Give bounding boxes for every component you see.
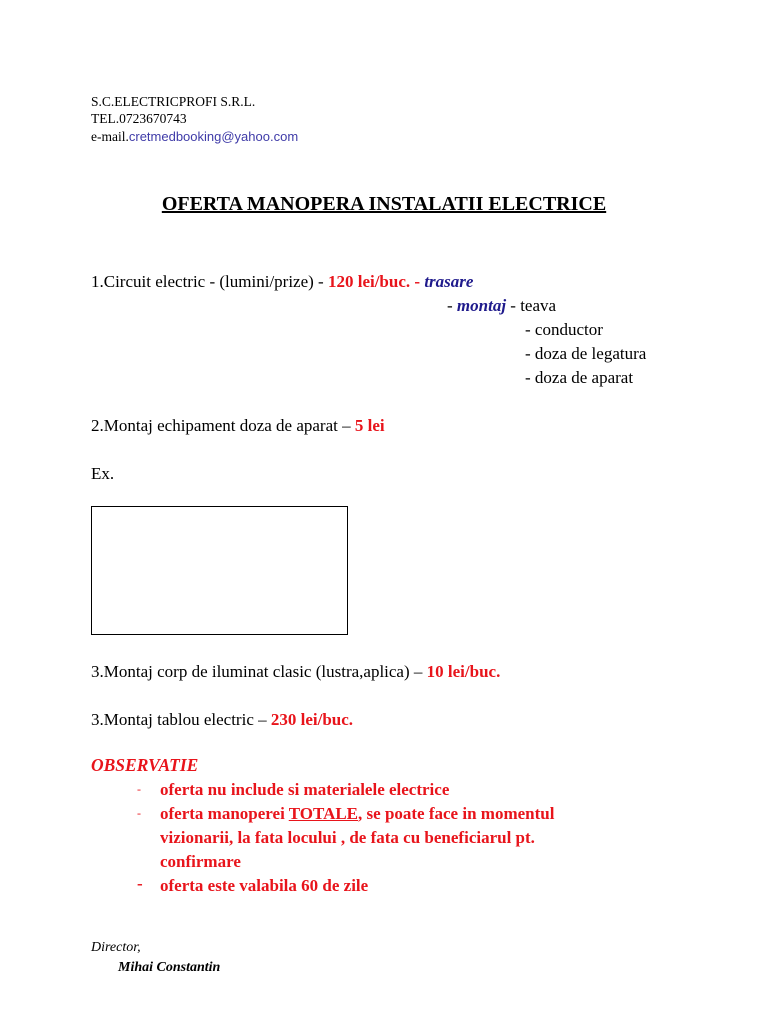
observatie-bullet-2-line-2: vizionarii, la fata locului , de fata cu beneficiarul pt.	[160, 828, 535, 847]
bullet-2-post: , se poate face in momentul	[358, 804, 555, 823]
item-1-subitem: - doza de aparat	[525, 368, 634, 387]
item-4-label: 3.Montaj tablou electric –	[91, 710, 271, 729]
item-1-subitem: - doza de legatura	[525, 344, 647, 363]
company-phone: TEL.0723670743	[91, 111, 187, 126]
observatie-bullet-3: oferta este valabila 60 de zile	[160, 876, 369, 895]
item-1-label: 1.Circuit electric - (lumini/prize) -	[91, 272, 328, 291]
bullet-dash: -	[137, 806, 141, 820]
bullet-dash: -	[137, 782, 141, 796]
item-2-price: 5 lei	[354, 416, 385, 435]
signature-name: Mihai Constantin	[118, 960, 221, 975]
company-name: S.C.ELECTRICPROFI S.R.L.	[91, 94, 256, 109]
email-prefix: e-mail.	[91, 129, 129, 144]
email-link[interactable]: cretmedbooking@yahoo.com	[128, 129, 299, 144]
observatie-bullet-2-line-3: confirmare	[160, 852, 241, 871]
montaj-teava: - teava	[506, 296, 557, 315]
company-email-line	[91, 128, 298, 146]
observatie-bullet-1: oferta nu include si materialele electrice	[160, 780, 450, 799]
item-2-label: 2.Montaj echipament doza de aparat –	[91, 416, 355, 435]
item-2-line	[91, 414, 385, 438]
item-1-dash: -	[410, 272, 425, 291]
item-1-price: 120 lei/buc.	[327, 272, 411, 291]
item-1-trasare: trasare	[424, 272, 474, 291]
observatie-title: OBSERVATIE	[91, 755, 199, 775]
bullet-2-totale: TOTALE	[288, 804, 359, 823]
item-1-line	[91, 270, 473, 294]
document-title: OFERTA MANOPERA INSTALATII ELECTRICE	[161, 193, 607, 215]
item-1-montaj: montaj	[456, 296, 507, 315]
item-3-label: 3.Montaj corp de iluminat clasic (lustra,aplica) –	[91, 662, 427, 681]
item-1-montaj-line	[447, 294, 556, 318]
item-1-subitem: - conductor	[525, 320, 603, 339]
item-3-line	[91, 660, 500, 684]
observatie-bullet-2	[160, 802, 554, 826]
signature-role: Director,	[91, 940, 141, 955]
bullet-dash: -	[137, 874, 143, 893]
montaj-dash: -	[447, 296, 457, 315]
example-image-box	[91, 506, 348, 635]
item-4-price: 230 lei/buc.	[270, 710, 354, 729]
item-4-line	[91, 708, 353, 732]
item-3-price: 10 lei/buc.	[426, 662, 501, 681]
bullet-2-pre: oferta manoperei	[160, 804, 289, 823]
example-label: Ex.	[91, 464, 115, 483]
